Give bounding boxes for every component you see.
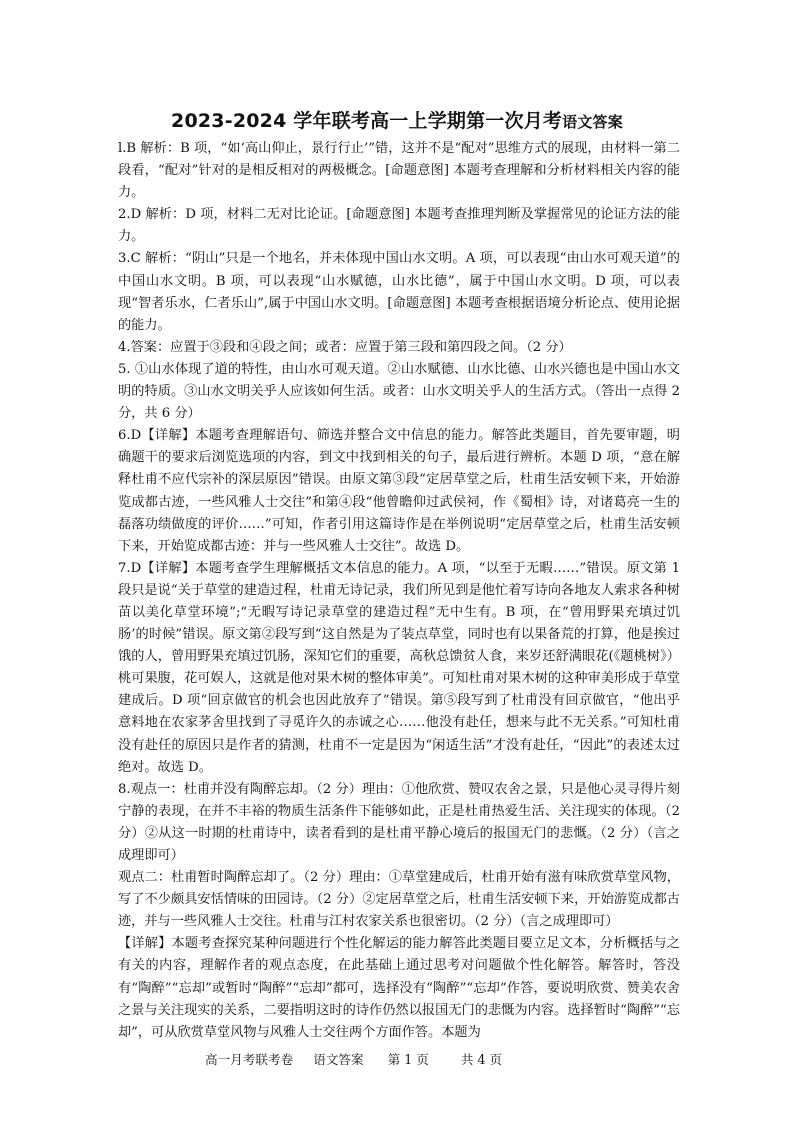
answer-paragraph: 观点二：杜甫暂时陶醉忘却了。（2 分）理由：①草堂建成后，杜甫开始有滋有味欣赏草堂风物，写了不少颇具安恬情味的田园诗。（2 分）②定居草堂之后，杜甫生活安顿下来，开始游览成都古迹，并与一些风雅人士交往。杜甫与江村农家关系也很密切。（2 分）（言之成理即可） <box>118 870 680 930</box>
answer-paragraph: l.B 解析：B 项，“如‘高山仰止，景行行止’”错，这并不是“配对”思维方式的展现，由材料一第二段看，“配对”针对的是相反相对的两极概念。[命题意图] 本题考查理解和分析材料相关内容的能力。 <box>118 141 680 201</box>
footer-subject: 语文答案 <box>313 1052 364 1067</box>
answer-paragraph: 8.观点一：杜甫并没有陶醉忘却。（2 分）理由：①他欣赏、赞叹农舍之景，只是他心灵寻得片刻宁静的表现，在并不丰裕的物质生活条件下能够如此，正是杜甫热爱生活、关注现实的体现。（2 分）②从这一时期的杜甫诗中，读者看到的是杜甫平静心境后的报国无门的悲慨。（2 分）（言之成理即可） <box>118 781 680 863</box>
footer-total-pages: 共 4 页 <box>460 1052 503 1067</box>
title-suffix: 语文答案 <box>562 113 623 131</box>
answer-paragraph: 4.答案：应置于③段和④段之间；或者：应置于第三段和第四段之间。（2 分） <box>118 339 572 355</box>
answer-paragraph: 2.D 解析：D 项，材料二无对比论证。[命题意图] 本题考查推理判断及掌握常见的论证方法的能力。 <box>118 207 680 245</box>
answer-paragraph: 7.D【详解】本题考查学生理解概括文本信息的能力。A 项，“以至于无暇……”错误。原文第 1 段只是说“关于草堂的建造过程，杜甫无诗记录，我们所见到是他忙着写诗向各地友人索求各种树苗以美化草堂环境”;“无暇写诗记录草堂的建造过程”无中生有。B 项，在“曾用野果充填过饥肠’的时候”错误。原文第②段写到“这自然是为了装点草堂，同时也有以果备荒的打算，他是挨过饿的人，曾用野果充填过饥肠，深知它们的重要，高秋总馈贫人食，来岁还舒满眼花(《题桃树》） 桃可果腹，花可娱人，这就是他对果木树的整体审美”。可知杜甫对果木树的这种审美形成于草堂建成后。D 项“回京做官的机会也因此放弃了”错误。第⑤段写到了杜甫没有回京做官，“他出乎意料地在农家茅舍里找到了寻觅许久的赤诚之心……他没有赴任，想来与此不无关系。”可知杜甫没有赴任的原因只是作者的猜测，杜甫不一定是因为“闲适生活”才没有赴任，“因此”的表述太过绝对。故选 D。 <box>118 560 680 775</box>
answer-content <box>118 138 680 1044</box>
answer-paragraph: 5. ①山水体现了道的特性，由山水可观天道。②山水赋德、山水比德、山水兴德也是中国山水文明的特质。③山水文明关乎人应该如何生活。或者：山水文明关乎人的生活方式。（答出一点得 2 分，共 6 分） <box>118 361 680 422</box>
answer-paragraph: 3.C 解析：“阴山”只是一个地名，并未体现中国山水文明。A 项，可以表现“由山水可观天道”的中国山水文明。B 项，可以表现“山水赋德，山水比德”，属于中国山水文明。D 项，可以表现“智者乐水，仁者乐山”,属于中国山水文明。[命题意图] 本题考查根据语境分析论点、使用论据的能力。 <box>118 251 680 333</box>
page-footer <box>205 1049 585 1068</box>
footer-page-number: 第 1 页 <box>387 1052 429 1067</box>
answer-paragraph: 【详解】本题考查探究某种问题进行个性化解运的能力解答此类题目要立足文本，分析概括与之有关的内容，理解作者的观点态度，在此基础上通过思考对问题做个性化解答。解答时，答没有“陶醉”“忘却”或暂时“陶醉”“忘却”都可，选择没有“陶醉”“忘却”作答，要说明欣赏、赞美农舍之景与关注现实的关系，二要指明这时的诗作仍然以报国无门的悲慨为内容。选择暂时“陶醉”“忘却”，可从欣赏草堂风物与风雅人士交往两个方面作答。本题为 <box>118 936 680 1040</box>
answer-paragraph: 6.D【详解】本题考查理解语句、筛选并整合文中信息的能力。解答此类题目，首先要审题，明确题干的要求后浏览选项的内容，到文中找到相关的句子，最后进行辨析。本题 D 项，“意在解释杜甫不应代宗补的深层原因”错误。由原文第③段“定居草堂之后，杜甫生活安顿下来，开始游览成都古迹，一些风雅人士交往”和第④段“他曾瞻仰过武侯祠，作《蜀相》诗，对诸葛亮一生的磊落功绩做度的评价……”可知，作者引用这篇诗作是在举例说明“定居草堂之后，杜甫生活安顿下来，开始览成都古迹：并与一些风雅人士交往”。故选 D。 <box>118 428 680 554</box>
page-title <box>0 106 794 133</box>
title-main: 2023-2024 学年联考高一上学期第一次月考 <box>171 110 563 132</box>
footer-exam: 高一月考联考卷 <box>205 1052 294 1067</box>
